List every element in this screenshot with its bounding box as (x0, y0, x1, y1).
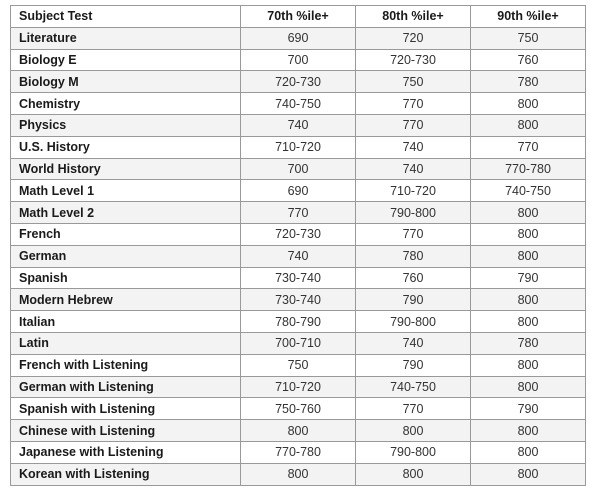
score-90th-cell: 800 (471, 245, 586, 267)
score-70th-cell: 750-760 (241, 398, 356, 420)
subject-cell: Spanish with Listening (11, 398, 241, 420)
score-70th-cell: 710-720 (241, 376, 356, 398)
score-80th-cell: 740-750 (356, 376, 471, 398)
score-90th-cell: 800 (471, 202, 586, 224)
score-70th-cell: 690 (241, 27, 356, 49)
table-row (11, 441, 586, 463)
score-80th-cell: 790-800 (356, 311, 471, 333)
score-70th-cell: 750 (241, 354, 356, 376)
score-90th-cell: 800 (471, 376, 586, 398)
subject-cell: Chinese with Listening (11, 420, 241, 442)
subject-cell: Math Level 1 (11, 180, 241, 202)
table-row (11, 311, 586, 333)
score-70th-cell: 800 (241, 420, 356, 442)
score-70th-cell: 700-710 (241, 332, 356, 354)
score-80th-cell: 790 (356, 289, 471, 311)
score-90th-cell: 750 (471, 27, 586, 49)
header-80th-percentile: 80th %ile+ (356, 6, 471, 28)
score-90th-cell: 800 (471, 463, 586, 485)
score-80th-cell: 800 (356, 463, 471, 485)
table-row (11, 463, 586, 485)
score-70th-cell: 770 (241, 202, 356, 224)
score-80th-cell: 770 (356, 93, 471, 115)
header-subject-test: Subject Test (11, 6, 241, 28)
table-row (11, 267, 586, 289)
score-table-container (10, 5, 585, 486)
score-80th-cell: 710-720 (356, 180, 471, 202)
score-80th-cell: 790-800 (356, 441, 471, 463)
score-80th-cell: 750 (356, 71, 471, 93)
subject-cell: Math Level 2 (11, 202, 241, 224)
score-70th-cell: 720-730 (241, 223, 356, 245)
score-80th-cell: 760 (356, 267, 471, 289)
score-80th-cell: 770 (356, 398, 471, 420)
table-row (11, 354, 586, 376)
score-90th-cell: 790 (471, 398, 586, 420)
subject-cell: World History (11, 158, 241, 180)
table-row (11, 398, 586, 420)
score-80th-cell: 790-800 (356, 202, 471, 224)
score-70th-cell: 700 (241, 158, 356, 180)
table-row (11, 202, 586, 224)
score-70th-cell: 780-790 (241, 311, 356, 333)
table-row (11, 93, 586, 115)
score-90th-cell: 760 (471, 49, 586, 71)
score-70th-cell: 740 (241, 114, 356, 136)
subject-cell: Latin (11, 332, 241, 354)
subject-cell: U.S. History (11, 136, 241, 158)
score-90th-cell: 800 (471, 114, 586, 136)
score-90th-cell: 770 (471, 136, 586, 158)
score-70th-cell: 700 (241, 49, 356, 71)
table-row (11, 245, 586, 267)
score-80th-cell: 800 (356, 420, 471, 442)
score-80th-cell: 740 (356, 136, 471, 158)
score-90th-cell: 800 (471, 289, 586, 311)
score-80th-cell: 720 (356, 27, 471, 49)
table-row (11, 180, 586, 202)
header-90th-percentile: 90th %ile+ (471, 6, 586, 28)
subject-cell: Biology M (11, 71, 241, 93)
score-90th-cell: 790 (471, 267, 586, 289)
score-90th-cell: 800 (471, 441, 586, 463)
score-80th-cell: 770 (356, 114, 471, 136)
percentile-score-table (10, 5, 586, 486)
table-row (11, 420, 586, 442)
subject-cell: French with Listening (11, 354, 241, 376)
score-90th-cell: 780 (471, 332, 586, 354)
score-70th-cell: 690 (241, 180, 356, 202)
score-90th-cell: 800 (471, 420, 586, 442)
table-row (11, 136, 586, 158)
score-80th-cell: 720-730 (356, 49, 471, 71)
table-header-row (11, 6, 586, 28)
score-70th-cell: 720-730 (241, 71, 356, 93)
score-90th-cell: 800 (471, 354, 586, 376)
score-90th-cell: 770-780 (471, 158, 586, 180)
score-90th-cell: 800 (471, 311, 586, 333)
table-row (11, 223, 586, 245)
score-80th-cell: 790 (356, 354, 471, 376)
table-row (11, 376, 586, 398)
score-70th-cell: 730-740 (241, 289, 356, 311)
table-row (11, 332, 586, 354)
subject-cell: Korean with Listening (11, 463, 241, 485)
table-body (11, 27, 586, 485)
score-90th-cell: 740-750 (471, 180, 586, 202)
score-90th-cell: 800 (471, 93, 586, 115)
subject-cell: French (11, 223, 241, 245)
score-90th-cell: 800 (471, 223, 586, 245)
score-70th-cell: 800 (241, 463, 356, 485)
score-80th-cell: 740 (356, 332, 471, 354)
subject-cell: Literature (11, 27, 241, 49)
score-90th-cell: 780 (471, 71, 586, 93)
table-row (11, 27, 586, 49)
subject-cell: Japanese with Listening (11, 441, 241, 463)
subject-cell: German (11, 245, 241, 267)
subject-cell: Italian (11, 311, 241, 333)
header-70th-percentile: 70th %ile+ (241, 6, 356, 28)
subject-cell: Physics (11, 114, 241, 136)
subject-cell: German with Listening (11, 376, 241, 398)
score-80th-cell: 770 (356, 223, 471, 245)
score-70th-cell: 770-780 (241, 441, 356, 463)
score-70th-cell: 740-750 (241, 93, 356, 115)
subject-cell: Biology E (11, 49, 241, 71)
score-80th-cell: 740 (356, 158, 471, 180)
score-70th-cell: 730-740 (241, 267, 356, 289)
subject-cell: Modern Hebrew (11, 289, 241, 311)
score-70th-cell: 740 (241, 245, 356, 267)
table-row (11, 49, 586, 71)
table-row (11, 289, 586, 311)
score-70th-cell: 710-720 (241, 136, 356, 158)
table-row (11, 71, 586, 93)
table-row (11, 158, 586, 180)
subject-cell: Spanish (11, 267, 241, 289)
table-row (11, 114, 586, 136)
subject-cell: Chemistry (11, 93, 241, 115)
score-80th-cell: 780 (356, 245, 471, 267)
